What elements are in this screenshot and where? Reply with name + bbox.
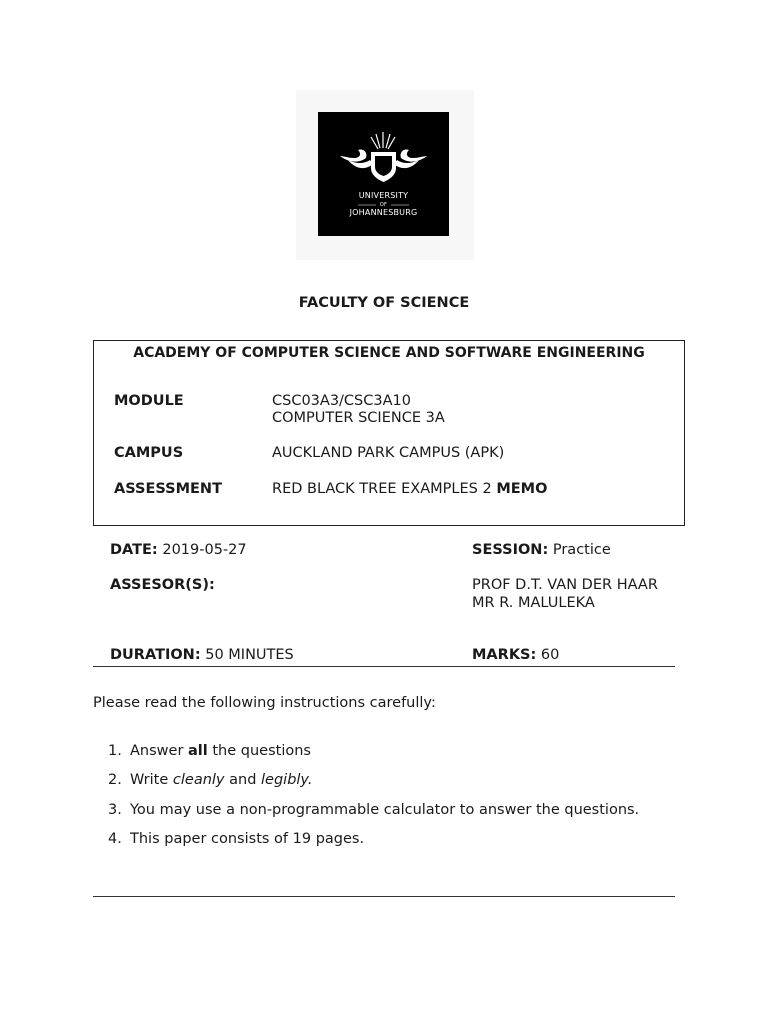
- instruction-text: This paper consists of 19 pages.: [130, 831, 365, 847]
- academy-title: ACADEMY OF COMPUTER SCIENCE AND SOFTWARE ENGINEERING: [133, 345, 645, 361]
- assessment-memo: MEMO: [496, 481, 548, 497]
- divider-bottom: [93, 896, 675, 897]
- instruction-emphasis: legibly.: [261, 772, 313, 788]
- logo-text-of: OF: [379, 202, 388, 208]
- header-box: [93, 340, 685, 526]
- instruction-emphasis: cleanly: [172, 772, 225, 788]
- instructions-intro: Please read the following instructions carefully:: [93, 695, 436, 711]
- session-value: Practice: [552, 542, 611, 558]
- campus-label: CAMPUS: [114, 445, 184, 461]
- duration-value: 50 MINUTES: [205, 647, 294, 663]
- module-name: COMPUTER SCIENCE 3A: [272, 410, 445, 426]
- divider-top: [93, 666, 675, 667]
- instruction-text: Answer: [130, 743, 189, 759]
- assessment-title: RED BLACK TREE EXAMPLES 2: [272, 481, 492, 497]
- instruction-number: 4.: [108, 831, 122, 847]
- instruction-text: the questions: [207, 743, 311, 759]
- duration-label: DURATION:: [110, 647, 201, 663]
- assessment-value: [272, 481, 547, 498]
- instruction-number: 1.: [108, 743, 122, 759]
- assessor-2: MR R. MALULEKA: [472, 595, 595, 611]
- module-code: CSC03A3/CSC3A10: [272, 393, 411, 409]
- date-value: 2019-05-27: [162, 542, 247, 558]
- instruction-item-2: [108, 772, 313, 788]
- crest-icon: [318, 112, 449, 236]
- instruction-emphasis: all: [188, 743, 208, 759]
- marks-label: MARKS:: [472, 647, 537, 663]
- instruction-number: 3.: [108, 802, 122, 818]
- assessment-label: ASSESSMENT: [114, 481, 222, 497]
- logo-text-university: UNIVERSITY: [358, 191, 409, 200]
- date-label: DATE:: [110, 542, 158, 558]
- instruction-number: 2.: [108, 772, 122, 788]
- instruction-text: Write: [130, 772, 173, 788]
- duration-field: [110, 646, 294, 664]
- module-value: [272, 393, 445, 427]
- session-field: [472, 541, 611, 559]
- instruction-item-1: [108, 743, 311, 759]
- marks-field: [472, 646, 559, 664]
- faculty-title: FACULTY OF SCIENCE: [298, 295, 470, 311]
- assessors-list: [472, 576, 658, 612]
- module-label: MODULE: [114, 393, 184, 409]
- instruction-item-4: [108, 831, 364, 847]
- instruction-text: You may use a non-programmable calculator to answer the questions.: [130, 802, 640, 818]
- assessor-1: PROF D.T. VAN DER HAAR: [472, 577, 658, 593]
- instruction-item-3: [108, 802, 639, 818]
- logo-text-johannesburg: JOHANNESBURG: [349, 208, 418, 217]
- assessors-field: [110, 576, 215, 594]
- instruction-text: and: [224, 772, 262, 788]
- marks-value: 60: [540, 647, 560, 663]
- campus-value: AUCKLAND PARK CAMPUS (APK): [272, 445, 505, 461]
- date-field: [110, 541, 247, 559]
- session-label: SESSION:: [472, 542, 549, 558]
- university-logo: [318, 112, 449, 236]
- assessors-label: ASSESOR(S):: [110, 577, 215, 593]
